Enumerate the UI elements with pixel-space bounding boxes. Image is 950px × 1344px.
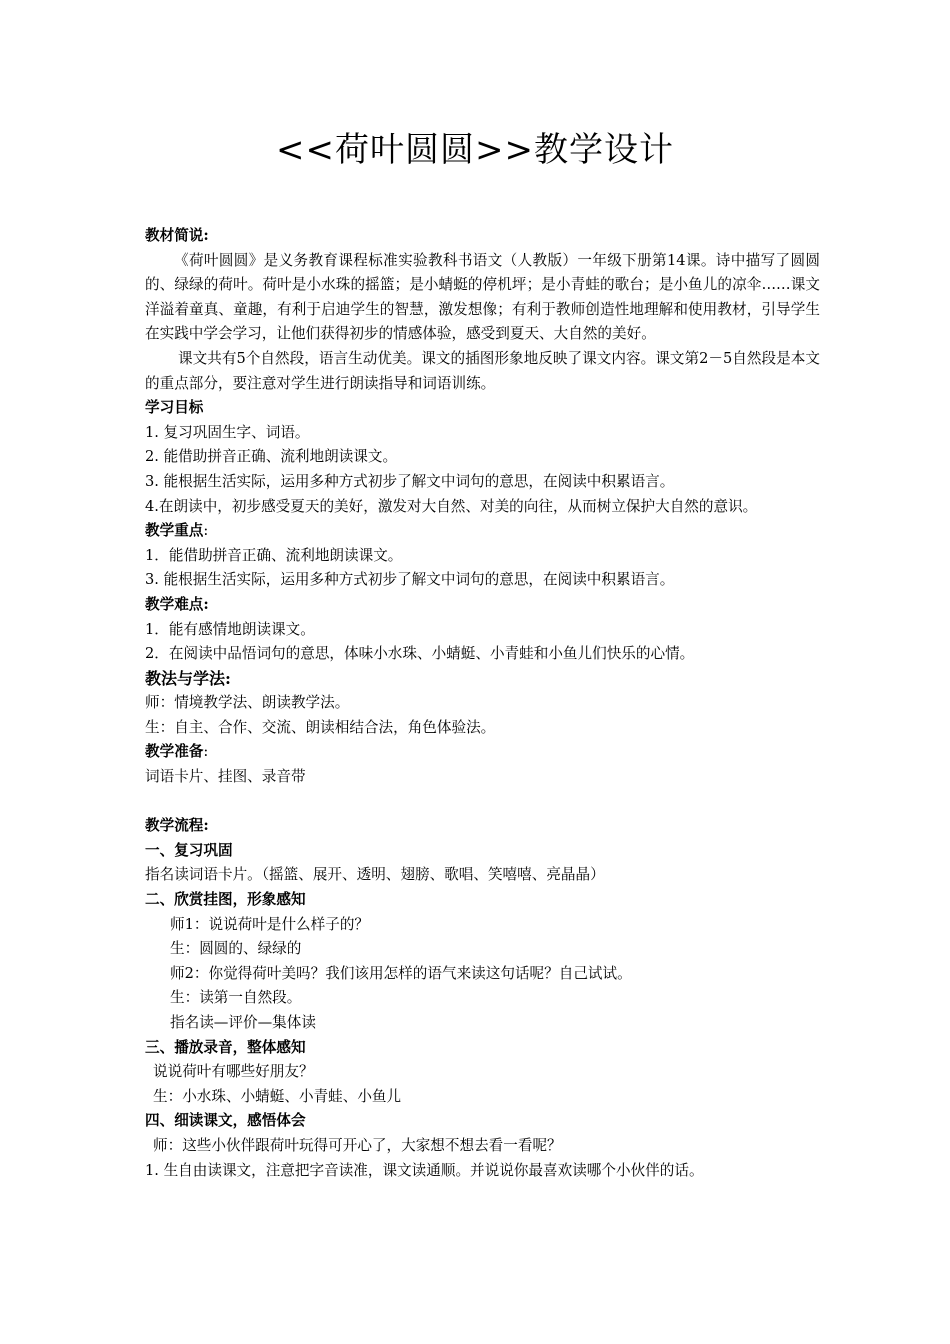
key-point-item-1: 1．能借助拼音正确、流利地朗读课文。 <box>145 546 403 564</box>
key-point-item-2: 3. 能根据生活实际，运用多种方式初步了解文中词句的意思，在阅读中积累语言。 <box>145 571 675 589</box>
key-points-heading-row <box>145 519 820 544</box>
process-section-1-title: 一、复习巩固 <box>145 841 233 859</box>
process-section-4-title: 四、细读课文，感悟体会 <box>145 1112 306 1130</box>
preparation-colon: : <box>203 743 209 761</box>
process-section-3-line-1: 说说荷叶有哪些好朋友？ <box>153 1063 314 1081</box>
process-section-4-line-2: 1. 生自由读课文，注意把字音读准，课文读通顺。并说说你最喜欢读哪个小伙伴的话。 <box>145 1161 704 1179</box>
process-section-2-line-1: 师1：说说荷叶是什么样子的？ <box>170 915 370 933</box>
spacer <box>145 790 820 815</box>
methods-heading: 教法与学法: <box>145 668 231 688</box>
process-section-3-line-2: 生：小水珠、小蜻蜓、小青蛙、小鱼儿 <box>153 1087 402 1105</box>
materials-paragraph-2: 课文共有5个自然段，语言生动优美。课文的插图形象地反映了课文内容。课文第2－5自然段是本文的重点部分，要注意对学生进行朗读指导和词语训练。 <box>145 349 820 392</box>
goal-item-4: 4.在朗读中，初步感受夏天的美好，激发对大自然、对美的向往，从而树立保护大自然的意识。 <box>145 497 758 515</box>
process-section-3-title: 三、播放录音，整体感知 <box>145 1038 306 1056</box>
methods-student: 生：自主、合作、交流、朗读相结合法，角色体验法。 <box>145 718 496 736</box>
goal-item-1: 1. 复习巩固生字、词语。 <box>145 423 310 441</box>
methods-teacher: 师：情境教学法、朗读教学法。 <box>145 694 350 712</box>
goal-item-3: 3. 能根据生活实际，运用多种方式初步了解文中词句的意思，在阅读中积累语言。 <box>145 472 675 490</box>
process-section-2-line-3: 师2：你觉得荷叶美吗？我们该用怎样的语气来读这句话呢？自己试试。 <box>170 964 632 982</box>
preparation-heading: 教学准备 <box>145 743 204 761</box>
document-title: <<荷叶圆圆>>教学设计 <box>276 130 674 170</box>
difficulties-heading: 教学难点: <box>145 595 209 613</box>
goals-heading: 学习目标 <box>145 399 204 417</box>
preparation-heading-row <box>145 740 820 765</box>
difficulty-item-1: 1．能有感情地朗读课文。 <box>145 620 315 638</box>
document-body <box>145 224 820 1183</box>
process-heading: 教学流程: <box>145 817 209 835</box>
key-points-colon: : <box>203 522 209 540</box>
process-section-1-text: 指名读词语卡片。（摇篮、展开、透明、翅膀、歌唱、笑嘻嘻、亮晶晶） <box>145 866 605 884</box>
materials-paragraph-1: 《荷叶圆圆》是义务教育课程标准实验教科书语文（人教版）一年级下册第14课。诗中描写了圆圆的、绿绿的荷叶。荷叶是小水珠的摇篮；是小蜻蜓的停机坪；是小青蛙的歌台；是小鱼儿的凉伞……课文洋溢着童真、童趣，有利于启迪学生的智慧，激发想像；有利于教师创造性地理解和使用教材，引导学生在实践中学会学习，让他们获得初步的情感体验，感受到夏天、大自然的美好。 <box>145 251 820 343</box>
process-section-4-line-1: 师：这些小伙伴跟荷叶玩得可开心了，大家想不想去看一看呢？ <box>153 1136 562 1154</box>
preparation-text: 词语卡片、挂图、录音带 <box>145 768 306 786</box>
process-section-2-line-2: 生：圆圆的、绿绿的 <box>170 940 302 958</box>
difficulty-item-2: 2．在阅读中品悟词句的意思，体味小水珠、小蜻蜓、小青蛙和小鱼儿们快乐的心情。 <box>145 645 695 663</box>
goal-item-2: 2. 能借助拼音正确、流利地朗读课文。 <box>145 448 398 466</box>
materials-heading: 教材简说: <box>145 227 209 244</box>
key-points-heading: 教学重点 <box>145 522 204 540</box>
process-section-2-line-5: 指名读—评价—集体读 <box>170 1014 316 1031</box>
process-section-2-line-4: 生：读第一自然段。 <box>170 989 302 1007</box>
process-section-2-title: 二、欣赏挂图，形象感知 <box>145 891 306 909</box>
